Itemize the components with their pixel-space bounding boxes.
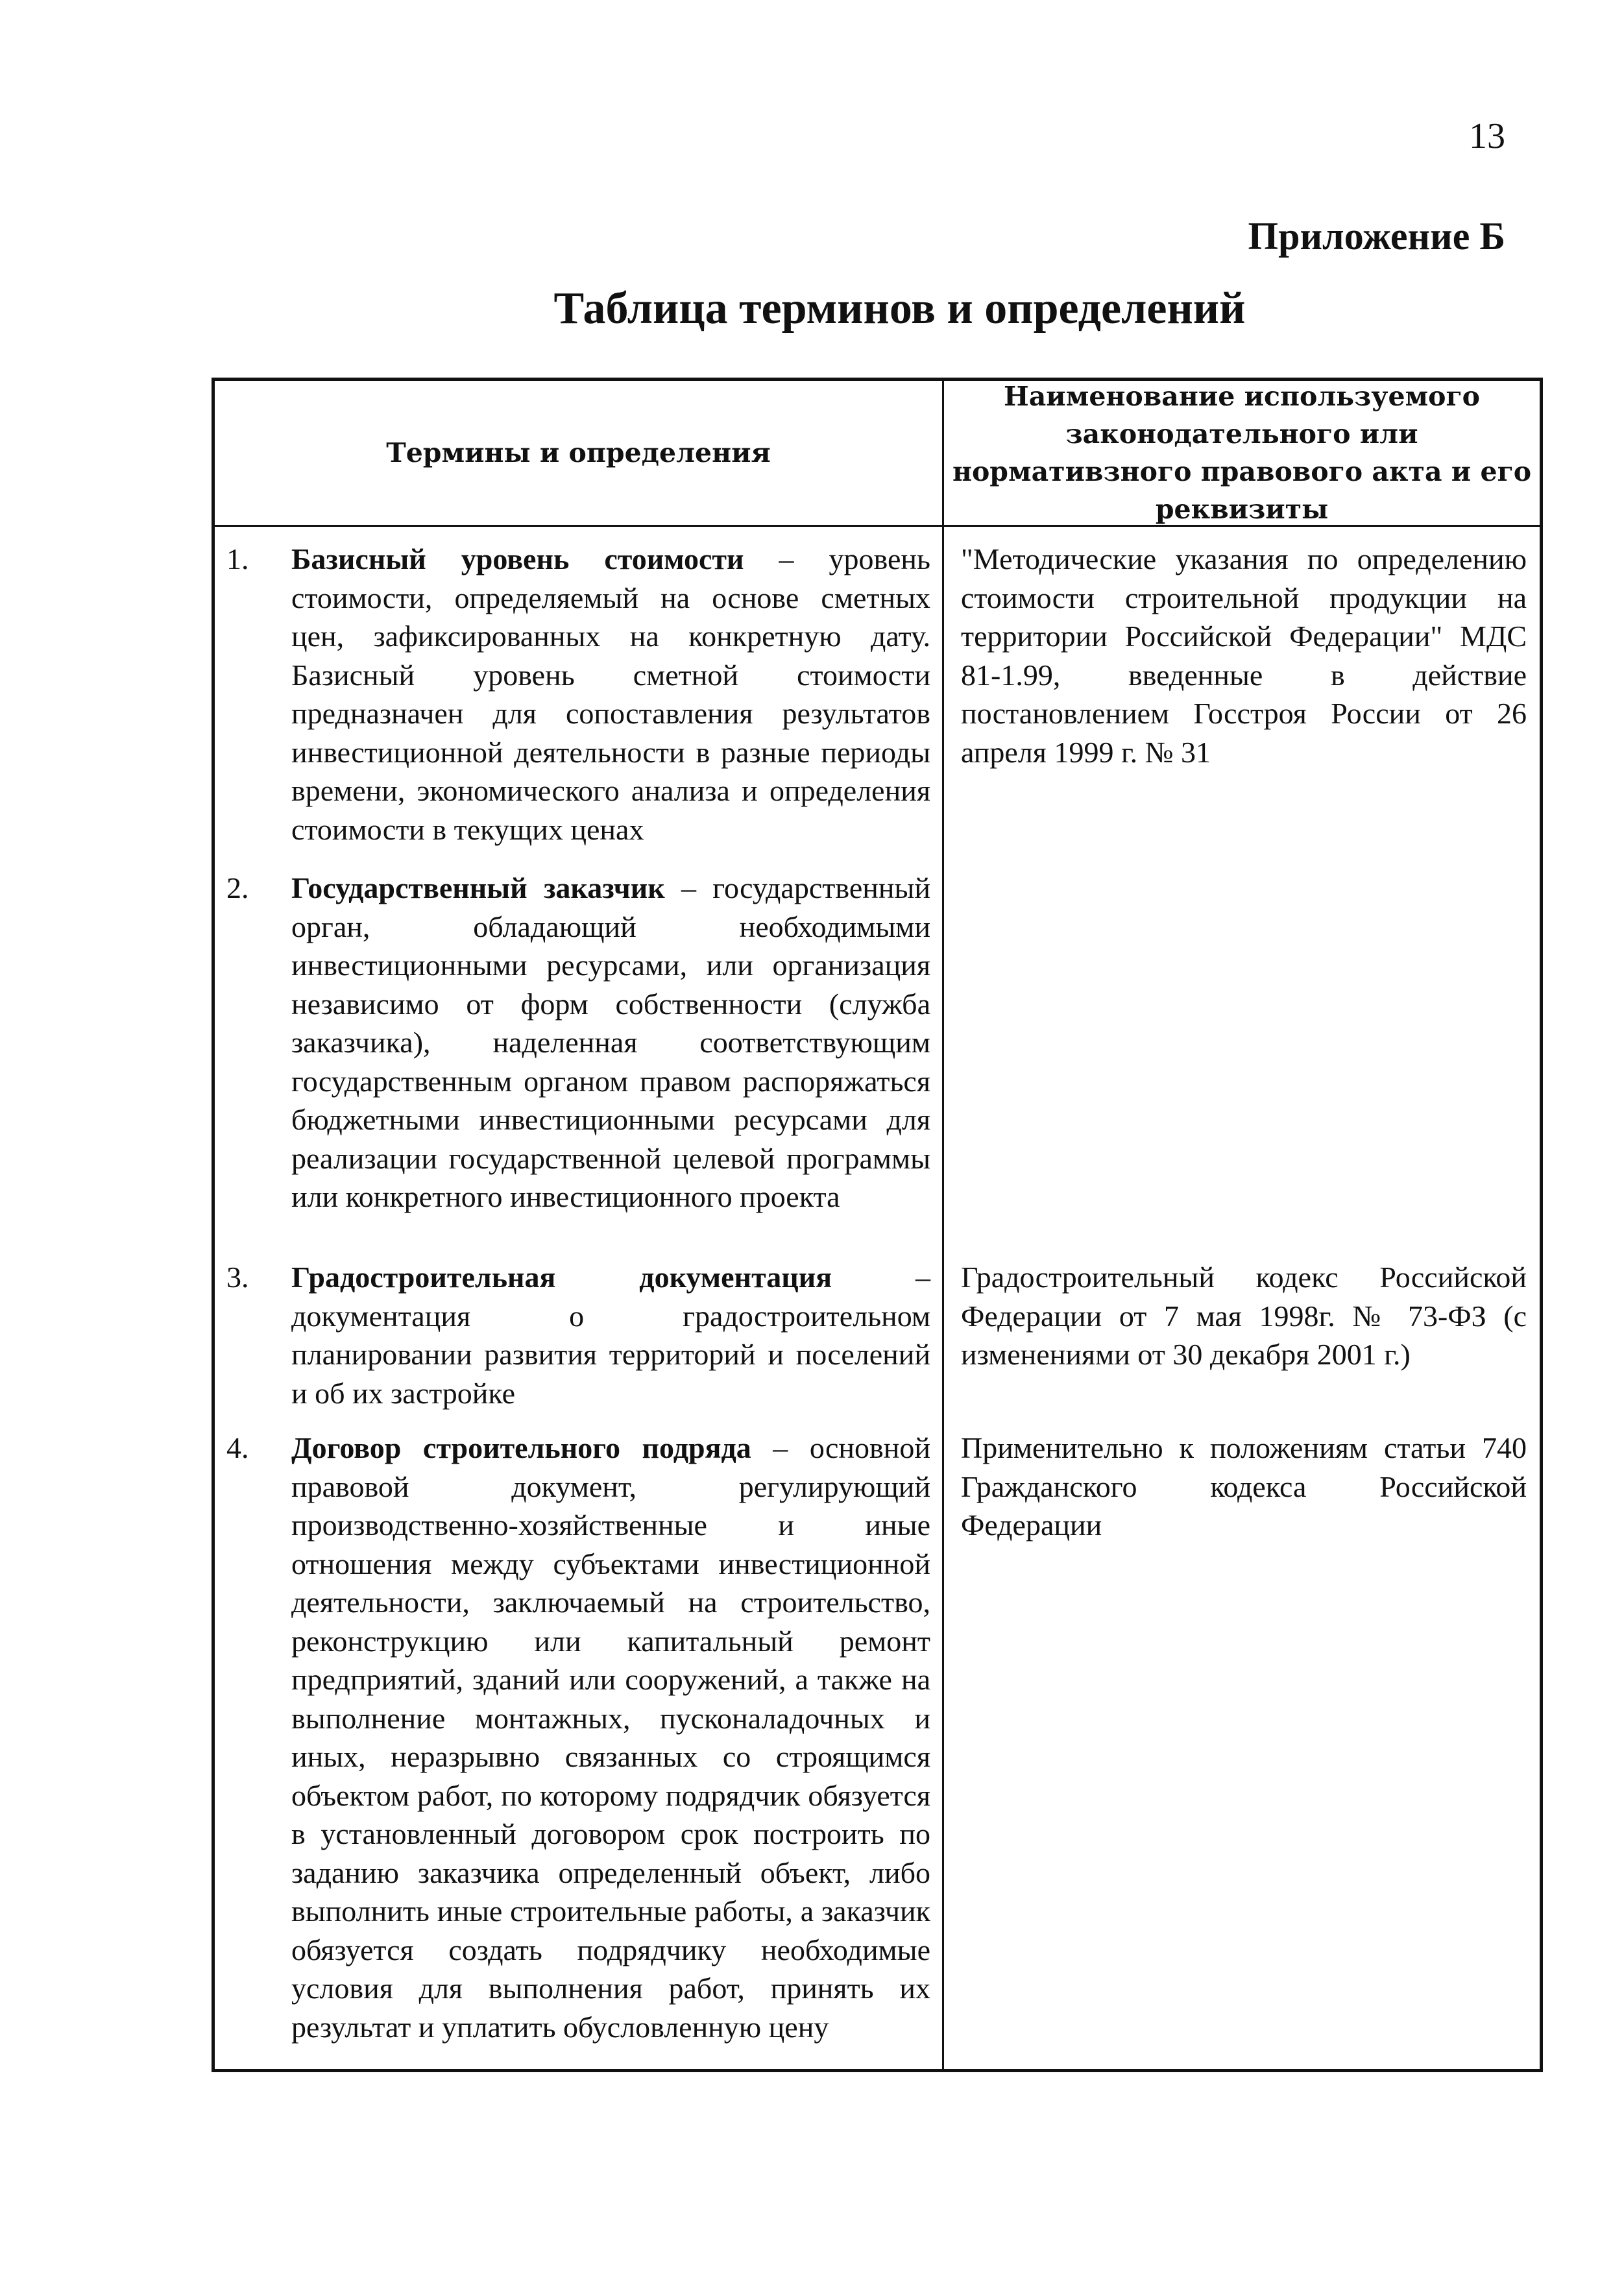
term-name: Договор строительного подряда: [291, 1431, 751, 1464]
term-name: Базисный уровень стоимости: [291, 542, 744, 575]
term-definition: – основной правовой документ, регулирующий производственно-хозяйственные и иные отношения между субъектами инвестиционной деятельности, заключаемый на строительство, реконструкцию или капитальный ремонт предприятий, зданий или сооружений, а также на выполнение монтажных, пусконаладочных и иных, неразрывно связанных со строящимся объектом работ, по которому подрядчик обязуется в установленный договором срок построить по заданию заказчика определенный объект, либо выполнить иные строительные работы, а заказчик обязуется создать подрядчику необходимые условия для выполнения работ, принять их результат и уплатить обусловленную цену: [291, 1431, 930, 2044]
row-number: 2.: [226, 871, 249, 904]
term-definition: – уровень стоимости, определяемый на основе сметных цен, зафиксированных на конкретную дату. Базисный уровень сметной стоимости предназначен для сопоставления результатов инвестиционной деятельности в разные периоды времени, экономического анализа и определения стоимости в текущих ценах: [291, 542, 931, 846]
row-number: 3.: [226, 1261, 249, 1294]
header-terms: Термины и определения: [386, 437, 771, 468]
terms-table: [212, 378, 1543, 2072]
term-definition: – документация о градостроительном планировании развития территорий и поселений и об их застройке: [291, 1261, 930, 1410]
term-cell: [291, 869, 930, 1216]
column-divider: [942, 381, 944, 2069]
act-cell: Градостроительный кодекс Российской Федерации от 7 мая 1998г. № 73-ФЗ (с изменениями от 30 декабря 2001 г.): [961, 1261, 1527, 1371]
document-title: Таблица терминов и определений: [553, 284, 1246, 333]
header-act: [944, 381, 1540, 525]
row-number: 1.: [226, 542, 249, 575]
header-act-text: Наименование используемого законодательного или нормативзного правового акта и его реквизиты: [952, 381, 1532, 525]
appendix-label: Приложение Б: [1248, 215, 1505, 258]
page-number: 13: [1469, 116, 1505, 156]
term-definition: – государственный орган, обладающий необходимыми инвестиционными ресурсами, или организация независимо от форм собственности (служба заказчика), наделенная соответствующим государственным органом правом распоряжаться бюджетными инвестиционными ресурсами для реализации государственной целевой программы или конкретного инвестиционного проекта: [291, 871, 930, 1213]
act-cell: "Методические указания по определению стоимости строительной продукции на территории Российской Федерации" МДС 81-1.99, введенные в действие постановлением Госстроя России от 26 апреля 1999 г. № 31: [961, 542, 1527, 769]
term-name: Градостроительная документация: [291, 1261, 832, 1294]
act-cell: Применительно к положениям статьи 740 Гражданского кодекса Российской Федерации: [961, 1431, 1527, 1541]
term-cell: [291, 1258, 930, 1412]
row-number: 4.: [226, 1431, 249, 1464]
term-cell: [291, 540, 930, 849]
term-name: Государственный заказчик: [291, 871, 665, 904]
term-cell: [291, 1429, 930, 2046]
